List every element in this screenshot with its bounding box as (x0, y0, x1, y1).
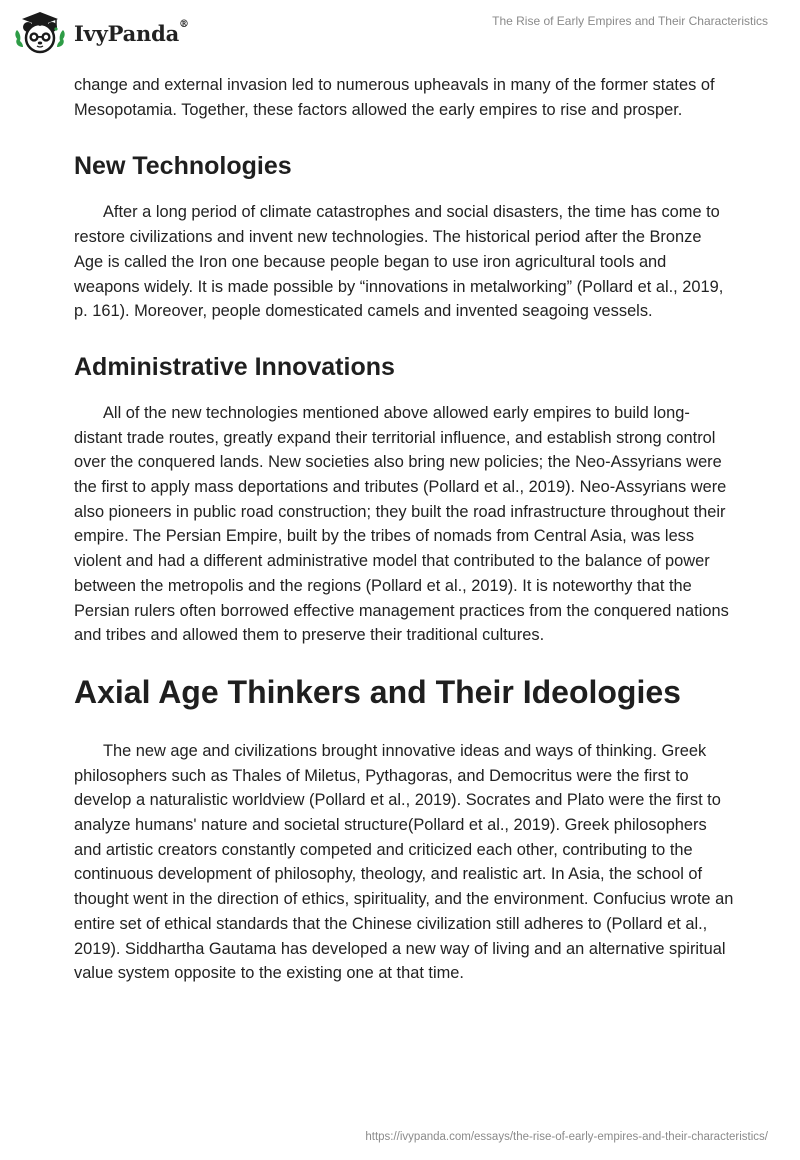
essay-content (74, 73, 734, 986)
heading-axial-age: Axial Age Thinkers and Their Ideologies (74, 673, 681, 710)
paragraph-axial-age: The new age and civilizations brought innovative ideas and ways of thinking. Greek philosophers such as Thales of Miletus, Pythagoras, and Democritus were the first to develop a naturalistic worldview (Pollard et al., 2019). Socrates and Plato were the first to analyze humans' nature and societal structure(Pollard et al., 2019). Greek philosophers and artistic creators constantly competed and criticized each other, contributing to the continuous development of philosophy, theology, and realistic art. In Asia, the school of thought went in the direction of ethics, spirituality, and the environment. Confucius wrote an entire set of ethical standards that the Chinese civilization still adheres to (Pollard et al., 2019). Siddhartha Gautama has developed a new way of living and an alternative spiritual value system opposite to the existing one at that time. (74, 741, 734, 983)
document-title: The Rise of Early Empires and Their Characteristics (492, 14, 768, 28)
paragraph-administrative-innovations: All of the new technologies mentioned above allowed early empires to build long-distant trade routes, greatly expand their territorial influence, and establish strong control over the conquered lands. New societies also bring new policies; the Neo-Assyrians were the first to apply mass deportations and tributes (Pollard et al., 2019). Neo-Assyrians were also pioneers in public road construction; they built the road infrastructure throughout their empire. The Persian Empire, built by the tribes of nomads from Central Asia, was less violent and had a different administrative model that contributed to the balance of power between the metropolis and the regions (Pollard et al., 2019). It is noteworthy that the Persian rulers often borrowed effective management practices from the conquered nations and tribes and allowed them to preserve their traditional cultures. (74, 403, 729, 645)
page-header (0, 0, 800, 70)
intro-paragraph: change and external invasion led to numerous upheavals in many of the former states of Mesopotamia. Together, these factors allowed the early empires to rise and prosper. (74, 76, 715, 119)
source-url-link[interactable]: https://ivypanda.com/essays/the-rise-of-early-empires-and-their-characteristics/ (365, 1131, 768, 1143)
heading-new-technologies: New Technologies (74, 152, 292, 181)
ivypanda-logo[interactable] (14, 9, 189, 57)
logo-wordmark: IvyPanda® (74, 18, 189, 46)
heading-administrative-innovations: Administrative Innovations (74, 352, 395, 381)
paragraph-new-technologies: After a long period of climate catastrophes and social disasters, the time has come to restore civilizations and invent new technologies. The historical period after the Bronze Age is called the Iron one because people began to use iron agricultural tools and weapons widely. It is made possible by “innovations in metalworking” (Pollard et al., 2019, p. 161). Moreover, people domesticated camels and invented seagoing vessels. (74, 203, 724, 321)
panda-graduate-icon (14, 9, 66, 57)
